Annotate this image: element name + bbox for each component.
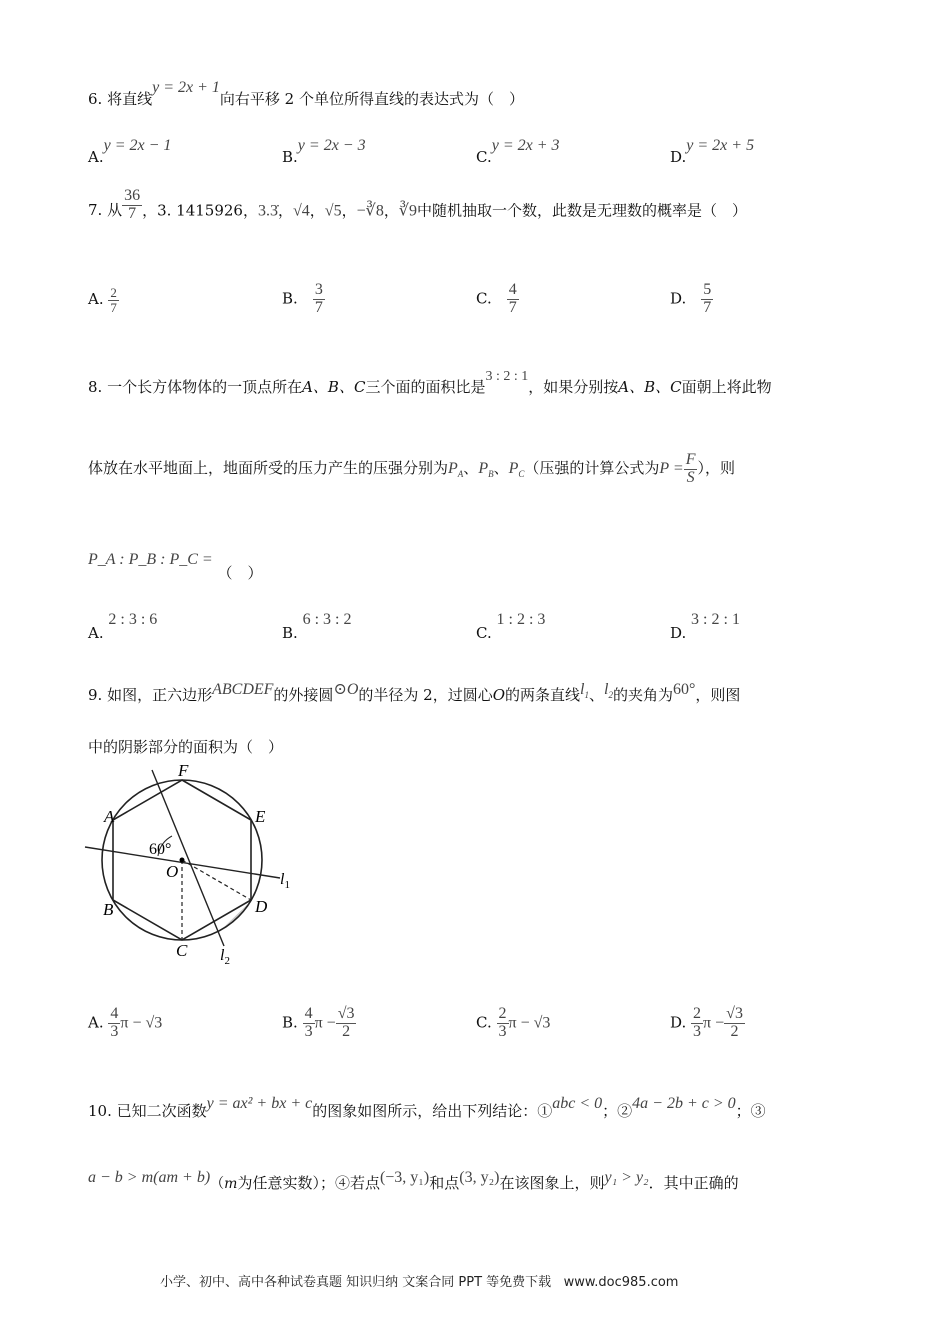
q9-label-f: F: [178, 761, 189, 780]
q9-label-angle: 60°: [149, 841, 172, 858]
q9-center-point: [180, 858, 185, 863]
q9-line2: 中的阴影部分的面积为（ ）: [88, 738, 284, 756]
q10-line1: 10. 已知二次函数y = ax² + bx + c的图象如图所示，给出下列结论：①abc < 0；②4a − 2b + c > 0；③: [88, 1095, 766, 1120]
q6-num: 6.: [88, 90, 108, 108]
q6-stem: [88, 79, 524, 109]
q9-l1: $l_1$: [580, 681, 589, 701]
footer-url[interactable]: www.doc985.com: [563, 1275, 679, 1290]
q10-point-1: (−3, y₁): [379, 1169, 430, 1186]
q9-l2: $l_2$: [604, 681, 613, 701]
q8-option-b[interactable]: B. 6 : 3 : 2: [282, 611, 352, 642]
q6-option-c[interactable]: C.y = 2x + 3: [476, 137, 560, 166]
q8-ratio-expression: P_A : P_B : P_C =: [88, 551, 213, 568]
q10-function: y = ax² + bx + c: [206, 1095, 313, 1112]
q8-formula: P = $\frac{F}{S}$: [659, 451, 696, 486]
q9-hexagon-figure: [80, 760, 310, 970]
q9-circle-name: ⊙O: [333, 681, 359, 698]
q6-option-a-expr: y = 2x − 1: [103, 137, 172, 154]
q10-conclusion-3: a − b > m(am + b): [88, 1169, 211, 1186]
q6-option-d[interactable]: D.y = 2x + 5: [670, 137, 755, 166]
q7-neg-cbrt8: −∛8: [356, 202, 384, 220]
q9-angle: 60°: [672, 681, 696, 698]
q6-option-b-expr: y = 2x − 3: [297, 137, 366, 154]
q9-line-l2: [152, 770, 224, 946]
q9-option-a[interactable]: A. $\frac{4}{3}$ π − √3: [88, 1005, 163, 1040]
q7-repeating-decimal: 3.3̇: [257, 202, 278, 220]
q7-option-c[interactable]: C. $\frac{4}{7}$: [476, 281, 517, 316]
q9-option-c[interactable]: C. $\frac{2}{3}$ π − √3: [476, 1005, 551, 1040]
footer-text: 小学、初中、高中各种试卷真题 知识归纳 文案合同 PPT 等免费下载: [160, 1275, 552, 1290]
q7-option-b[interactable]: B. $\frac{3}{7}$: [282, 281, 323, 316]
q7-sqrt5: √5: [324, 202, 342, 220]
q10-line2: a − b > m(am + b)（m为任意实数）；④若点(−3, y₁)和点(3, y₂)在该图象上，则y₁ > y₂．其中正确的: [88, 1169, 739, 1192]
q8-pc: $P_C$: [508, 459, 525, 480]
q9-label-c: C: [176, 941, 188, 960]
q9-option-d[interactable]: D. $\frac{2}{3}$ π − $\frac{√3}{2}$: [670, 1005, 743, 1040]
q9-hexagon-name: ABCDEF: [212, 681, 274, 698]
q9-label-d: D: [255, 897, 268, 916]
q7-fraction-36-7: $\frac{36}{7}$: [124, 187, 141, 222]
q6-post: 向右平移 2 个单位所得直线的表达式为（ ）: [219, 90, 524, 108]
q8-option-d[interactable]: D. 3 : 2 : 1: [670, 611, 740, 642]
q9-label-l1: $l_1$: [280, 871, 290, 891]
q9-label-b: B: [103, 900, 114, 919]
q10-conclusion-4: y₁ > y₂: [604, 1169, 649, 1186]
q9-label-e: E: [255, 807, 266, 826]
q6-expr: y = 2x + 1: [152, 79, 220, 96]
q7-cbrt9: ∛9: [398, 202, 418, 220]
q9-label-o: O: [166, 862, 179, 881]
q8-line3: P_A : P_B : P_C = （ ）: [88, 551, 263, 582]
page-footer: [160, 1271, 678, 1290]
q8-line1: 8. 一个长方体物体的一顶点所在A、B、C三个面的面积比是3 : 2 : 1，如果分别按A、B、C面朝上将此物: [88, 369, 772, 396]
q7-sqrt4: √4: [293, 202, 310, 220]
q9-option-b[interactable]: B. $\frac{4}{3}$ π − $\frac{√3}{2}$: [282, 1005, 355, 1040]
q8-option-c[interactable]: C. 1 : 2 : 3: [476, 611, 546, 642]
q8-line2: 体放在水平地面上，地面所受的压力产生的压强分别为$P_A$、$P_B$、$P_C$（压强的计算公式为P = $\frac{F}{S}$ ），则: [88, 451, 735, 486]
q9-label-l2: $l_2$: [220, 947, 230, 967]
q6-pre: 将直线: [107, 90, 153, 108]
q7-option-d[interactable]: D. $\frac{5}{7}$: [670, 281, 712, 316]
q10-conclusion-2: 4a − 2b + c > 0: [632, 1095, 736, 1112]
q6-option-b[interactable]: B.y = 2x − 3: [282, 137, 366, 166]
q6-option-c-expr: y = 2x + 3: [491, 137, 560, 154]
q8-pa: $P_A$: [448, 459, 464, 480]
q9-label-a: A: [104, 807, 115, 826]
q10-point-2: (3, y₂): [459, 1169, 500, 1186]
q8-option-a[interactable]: A. 2 : 3 : 6: [88, 611, 158, 642]
q8-pb: $P_B$: [478, 459, 494, 480]
q9-line1: 9. 如图，正六边形ABCDEF的外接圆⊙O的半径为 2，过圆心O的两条直线$l_1$、$l_2$的夹角为60°，则图: [88, 681, 741, 704]
q6-option-a[interactable]: A.y = 2x − 1: [88, 137, 172, 166]
q9-radius-od: [182, 860, 251, 900]
q10-conclusion-1: abc < 0: [552, 1095, 603, 1112]
q8-area-ratio: 3 : 2 : 1: [485, 369, 529, 384]
q7-stem: 7. 从 $\frac{36}{7}$ ，3. 1415926，3.3̇，√4，√5，−∛8，∛9中随机抽取一个数，此数是无理数的概率是（ ）: [88, 187, 748, 222]
q7-option-a[interactable]: A. $\frac{2}{7}$: [88, 285, 117, 315]
q6-option-d-expr: y = 2x + 5: [686, 137, 755, 154]
